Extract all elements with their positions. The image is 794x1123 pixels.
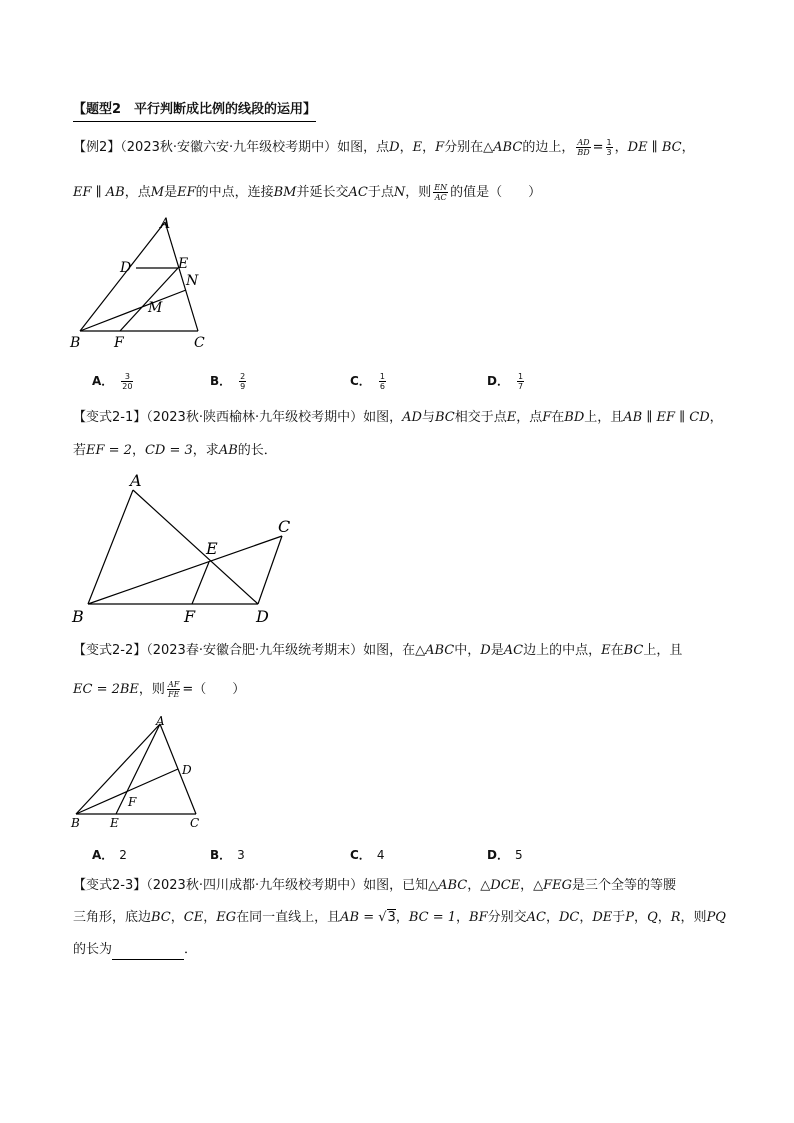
option-label: A．: [92, 848, 114, 862]
math-var: AD: [402, 410, 422, 425]
v22-option-a[interactable]: [92, 846, 127, 863]
segment-ad: [133, 490, 258, 604]
ex2-line-1: [73, 138, 695, 158]
math-var: EG: [216, 910, 237, 925]
label-e: E: [206, 539, 218, 558]
label-b: B: [71, 816, 80, 830]
v21-figure: [68, 470, 308, 630]
frac-den: AC: [434, 193, 447, 202]
ex2-line-2: [73, 183, 541, 203]
ex2-option-c[interactable]: [350, 372, 388, 391]
answer-blank[interactable]: [112, 945, 184, 960]
text: 在: [551, 410, 565, 425]
math-var: BM: [273, 185, 297, 200]
math-var: ABC: [438, 878, 468, 893]
fraction-en-ac: [433, 183, 448, 202]
math-var: F: [542, 410, 552, 425]
v21-source: （2023秋·陕西榆林·九年级校考期中）: [146, 410, 364, 425]
text: ，求: [192, 443, 219, 458]
segment-cd: [258, 536, 282, 604]
math-var: AC: [503, 643, 524, 658]
text: ，: [203, 910, 217, 925]
v21-line-2: [73, 441, 277, 461]
option-label: D．: [487, 374, 509, 388]
triangle-symbol: △: [480, 878, 491, 893]
math-var: Q: [647, 910, 658, 925]
option-fraction: [517, 372, 524, 391]
sqrt-symbol: √: [378, 910, 387, 925]
option-value: 3: [237, 848, 245, 862]
v22-figure: [68, 712, 218, 832]
v21-line-1: [73, 408, 723, 428]
label-c: C: [278, 517, 291, 536]
option-fraction: [379, 372, 386, 391]
label-n: N: [186, 273, 199, 289]
math-var: EF: [177, 185, 196, 200]
text: ，则: [680, 910, 707, 925]
text: 上，且: [643, 643, 683, 658]
fraction-af-fe: [167, 680, 180, 699]
text: 的长．: [237, 443, 277, 458]
text: ，: [545, 910, 559, 925]
math-expr: EF = 2: [86, 443, 132, 458]
segment-bc: [88, 536, 282, 604]
text: 上，且: [584, 410, 624, 425]
text: 如图，点: [337, 140, 390, 155]
label-a: A: [156, 714, 165, 728]
text: 相交于点: [454, 410, 507, 425]
frac-den: 6: [379, 382, 385, 391]
math-expr: EC = 2BE: [73, 682, 139, 697]
math-var: D: [480, 643, 491, 658]
label-a: A: [160, 216, 171, 232]
text: ，: [467, 878, 481, 893]
segment-ab: [76, 724, 160, 814]
v22-source: （2023春·安徽合肥·九年级统考期末）: [146, 643, 364, 658]
text: 分别在: [444, 140, 484, 155]
text: 在同一直线上，且: [236, 910, 341, 925]
math-expr: BC = 1: [408, 910, 456, 925]
ex2-option-b[interactable]: [210, 372, 248, 391]
ex2-tag: 【例2】: [73, 140, 121, 155]
math-expr: CD = 3: [144, 443, 193, 458]
frac-num: AF: [167, 680, 180, 689]
v22-tag: 【变式2-2】: [73, 643, 147, 658]
frac-den: 9: [240, 382, 246, 391]
text: ，: [399, 140, 413, 155]
math-var: PQ: [706, 910, 726, 925]
text: 并延长交: [296, 185, 349, 200]
v23-line-2: [73, 908, 726, 928]
math-var: DC: [558, 910, 580, 925]
section-title: 【题型2 平行判断成比例的线段的运用】: [73, 100, 316, 122]
frac-num: EN: [434, 183, 448, 192]
text: 于: [612, 910, 626, 925]
math-var: BF: [469, 910, 488, 925]
math-var: E: [506, 410, 517, 425]
v23-source: （2023秋·四川成都·九年级校考期中）: [146, 878, 364, 893]
label-d: D: [182, 763, 192, 777]
text: 于点: [367, 185, 394, 200]
option-label: A．: [92, 374, 114, 388]
math-var: AB: [218, 443, 238, 458]
text: ，则: [405, 185, 432, 200]
math-var: AC: [526, 910, 546, 925]
text: 的中点，连接: [195, 185, 274, 200]
text: 如图，已知: [363, 878, 429, 893]
text: 中，: [454, 643, 481, 658]
text: 如图，: [363, 410, 403, 425]
label-m: M: [148, 300, 163, 316]
text: =（ ）: [182, 682, 246, 697]
math-expr: DE ∥ BC: [627, 140, 682, 155]
segment-ef: [192, 562, 209, 604]
text: ，: [395, 910, 409, 925]
option-value: 4: [376, 848, 385, 862]
math-var: CE: [183, 910, 204, 925]
option-label: D．: [487, 848, 509, 862]
v22-option-c[interactable]: [350, 846, 384, 863]
label-d: D: [256, 607, 269, 626]
math-var: BC: [434, 410, 455, 425]
text: 如图，在: [363, 643, 416, 658]
text: 的边上，: [522, 140, 575, 155]
text: ，: [422, 140, 436, 155]
frac-den: 20: [122, 382, 133, 391]
v22-line-1: [73, 641, 682, 661]
v22-line-2: [73, 680, 245, 700]
frac-num: 3: [121, 372, 133, 382]
frac-den: 3: [606, 148, 612, 157]
label-b: B: [72, 607, 84, 626]
option-value: 2: [119, 848, 127, 862]
math-var: FEG: [543, 878, 573, 893]
triangle-symbol: △: [483, 140, 494, 155]
text: 的长为: [73, 942, 113, 957]
frac-num: 1: [379, 372, 385, 381]
text: ，则: [138, 682, 165, 697]
sqrt-value: 3: [387, 910, 396, 925]
text: 边上的中点，: [523, 643, 602, 658]
math-expr: AB =: [340, 910, 379, 925]
math-var: R: [670, 910, 681, 925]
math-var: DCE: [490, 878, 521, 893]
label-c: C: [194, 335, 205, 351]
label-e: E: [178, 256, 189, 272]
math-var: E: [601, 643, 611, 658]
text: ，: [657, 910, 671, 925]
frac-den: 7: [517, 382, 524, 391]
math-var: F: [435, 140, 445, 155]
math-var: DE: [592, 910, 613, 925]
label-f: F: [184, 607, 196, 626]
option-label: C．: [350, 848, 371, 862]
math-var: BC: [623, 643, 644, 658]
text: ，: [709, 410, 723, 425]
option-label: B．: [210, 374, 232, 388]
text: ，: [131, 443, 145, 458]
text: ，点: [124, 185, 151, 200]
text: ，: [579, 910, 593, 925]
math-var: BD: [564, 410, 585, 425]
math-var: ABC: [493, 140, 523, 155]
math-var: P: [625, 910, 635, 925]
text: 在: [610, 643, 624, 658]
option-label: B．: [210, 848, 232, 862]
fraction-one-third: [606, 138, 613, 157]
frac-den: BD: [577, 148, 590, 157]
text: 是三个全等的等腰: [572, 878, 677, 893]
math-var: AC: [348, 185, 368, 200]
v23-line-1: [73, 876, 676, 896]
segment-ae: [116, 724, 160, 814]
ex2-figure: [60, 212, 230, 352]
math-var: BC: [151, 910, 171, 925]
triangle-symbol: △: [428, 878, 439, 893]
v23-line-3: [73, 940, 197, 960]
option-fraction: [239, 372, 246, 391]
text: ，: [614, 140, 628, 155]
text: ，: [170, 910, 184, 925]
math-var: M: [150, 185, 165, 200]
text: ，点: [516, 410, 543, 425]
label-d: D: [120, 260, 132, 276]
v22-option-b[interactable]: [210, 846, 245, 863]
frac-num: 2: [240, 372, 246, 381]
text: 分别交: [487, 910, 527, 925]
label-f: F: [114, 335, 124, 351]
label-c: C: [190, 816, 200, 830]
ex2-option-a[interactable]: [92, 372, 135, 391]
text: 三角形，底边: [73, 910, 152, 925]
label-e: E: [110, 816, 119, 830]
segment-bd: [76, 769, 178, 814]
option-value: 5: [514, 848, 523, 862]
text: 与: [421, 410, 435, 425]
fraction-ad-bd: [576, 138, 590, 157]
label-f: F: [128, 795, 137, 809]
label-a: A: [130, 471, 142, 490]
ex2-option-d[interactable]: [487, 372, 526, 391]
math-var: E: [412, 140, 423, 155]
option-label: C．: [350, 374, 371, 388]
v22-option-d[interactable]: [487, 846, 523, 863]
ex2-source: （2023秋·安徽六安·九年级校考期中）: [120, 140, 338, 155]
frac-den: FE: [167, 690, 180, 699]
text: ，: [634, 910, 648, 925]
text: 是: [490, 643, 504, 658]
text: ．: [184, 942, 198, 957]
frac-num: 1: [606, 138, 612, 147]
text: ，: [681, 140, 695, 155]
v23-tag: 【变式2-3】: [73, 878, 147, 893]
option-fraction: [121, 372, 133, 391]
triangle-symbol: △: [533, 878, 544, 893]
math-expr: AB ∥ EF ∥ CD: [623, 410, 710, 425]
v21-tag: 【变式2-1】: [73, 410, 147, 425]
math-var: ABC: [425, 643, 455, 658]
frac-num: 1: [517, 372, 524, 381]
math-var: N: [393, 185, 406, 200]
text: ，: [456, 910, 470, 925]
math-expr: EF ∥ AB: [73, 185, 125, 200]
text: 的值是（ ）: [450, 185, 542, 200]
text: 若: [73, 443, 87, 458]
math-var: D: [389, 140, 400, 155]
text: =: [592, 140, 604, 155]
text: ，: [520, 878, 534, 893]
triangle-symbol: △: [415, 643, 426, 658]
text: 是: [164, 185, 178, 200]
frac-num: AD: [577, 138, 590, 147]
segment-ab: [88, 490, 133, 604]
label-b: B: [70, 335, 81, 351]
